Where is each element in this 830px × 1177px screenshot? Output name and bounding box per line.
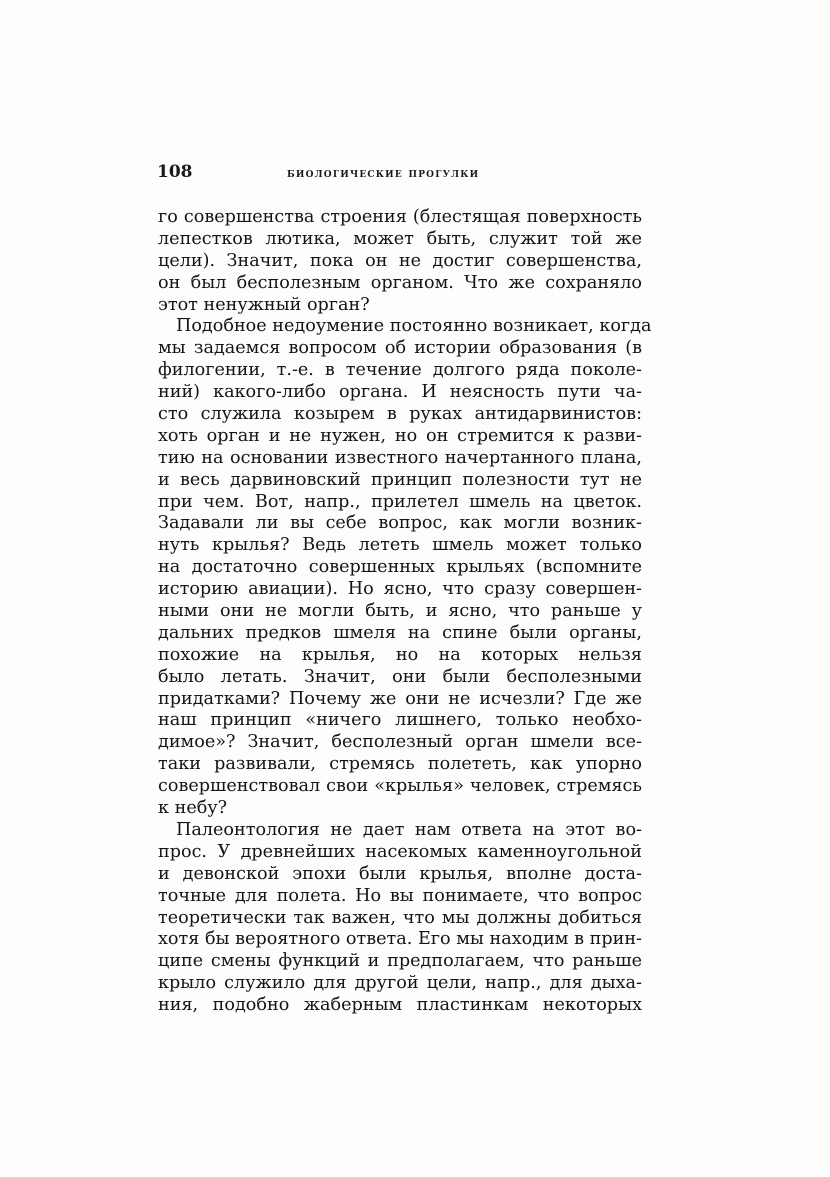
text-line: было летать. Значит, они были бесполезными	[158, 666, 642, 687]
text-line: крыло служило для другой цели, напр., для дыха-	[158, 973, 642, 994]
text-line: совершенствовал свои «крылья» человек, стремясь	[158, 776, 642, 797]
paragraph-first-line: Палеонтология не дает нам ответа на этот во-	[176, 819, 642, 840]
text-line: и девонской эпохи были крылья, вполне доста-	[158, 863, 642, 884]
text-line: хоть орган и не нужен, но он стремится к разви-	[158, 425, 642, 446]
text-line: хотя бы вероятного ответа. Его мы находим в прин-	[158, 929, 642, 950]
paragraph-first-line: Подобное недоумение постоянно возникает, когда	[176, 316, 652, 337]
text-line: филогении, т.-е. в течение долгого ряда поколе-	[158, 360, 642, 381]
text-line: мы задаемся вопросом об истории образования (в	[158, 338, 642, 359]
text-line: лепестков лютика, может быть, служит той же	[158, 228, 642, 249]
text-line: таки развивали, стремясь полететь, как упорно	[158, 754, 642, 775]
body-text	[158, 207, 652, 1017]
text-line: наш принцип «ничего лишнего, только необхо-	[158, 710, 642, 731]
text-line: он был бесполезным органом. Что же сохраняло	[158, 272, 642, 293]
text-line: ципе смены функций и предполагаем, что раньше	[158, 951, 642, 972]
text-line: к небу?	[158, 798, 228, 819]
running-title: биологические прогулки	[287, 165, 480, 180]
text-line: ний) какого-либо органа. И неясность пути ча-	[158, 382, 642, 403]
text-line: на достаточно совершенных крыльях (вспомните	[158, 557, 642, 578]
text-line: этот ненужный орган?	[158, 294, 370, 315]
text-line: тию на основании известного начертанного плана,	[158, 447, 642, 468]
text-line: и весь дарвиновский принцип полезности тут не	[158, 469, 642, 490]
text-line: прос. У древнейших насекомых каменноугольной	[158, 841, 642, 862]
text-line: сто служила козырем в руках антидарвинистов:	[158, 404, 642, 425]
text-line: димое»? Значит, бесполезный орган шмели все-	[158, 732, 642, 753]
text-line: похожие на крылья, но на которых нельзя	[158, 644, 642, 665]
text-line: придатками? Почему же они не исчезли? Где же	[158, 688, 642, 709]
text-line: при чем. Вот, напр., прилетел шмель на цветок.	[158, 491, 642, 512]
page-number: 108	[157, 162, 193, 182]
text-line: нуть крылья? Ведь лететь шмель может только	[158, 535, 642, 556]
text-line: ными они не могли быть, и ясно, что раньше у	[158, 601, 642, 622]
text-line: дальних предков шмеля на спине были органы,	[158, 622, 642, 643]
text-line: теоретически так важен, что мы должны добиться	[158, 907, 642, 928]
text-line: точные для полета. Но вы понимаете, что вопрос	[158, 885, 642, 906]
text-line: цели). Значит, пока он не достиг совершенства,	[158, 250, 642, 271]
text-line: историю авиации). Но ясно, что сразу совершен-	[158, 579, 642, 600]
text-line: Задавали ли вы себе вопрос, как могли возник-	[158, 513, 642, 534]
text-line: ния, подобно жаберным пластинкам некоторых	[158, 995, 642, 1016]
text-line: го совершенства строения (блестящая поверхность	[158, 207, 642, 227]
page-header	[157, 162, 643, 186]
